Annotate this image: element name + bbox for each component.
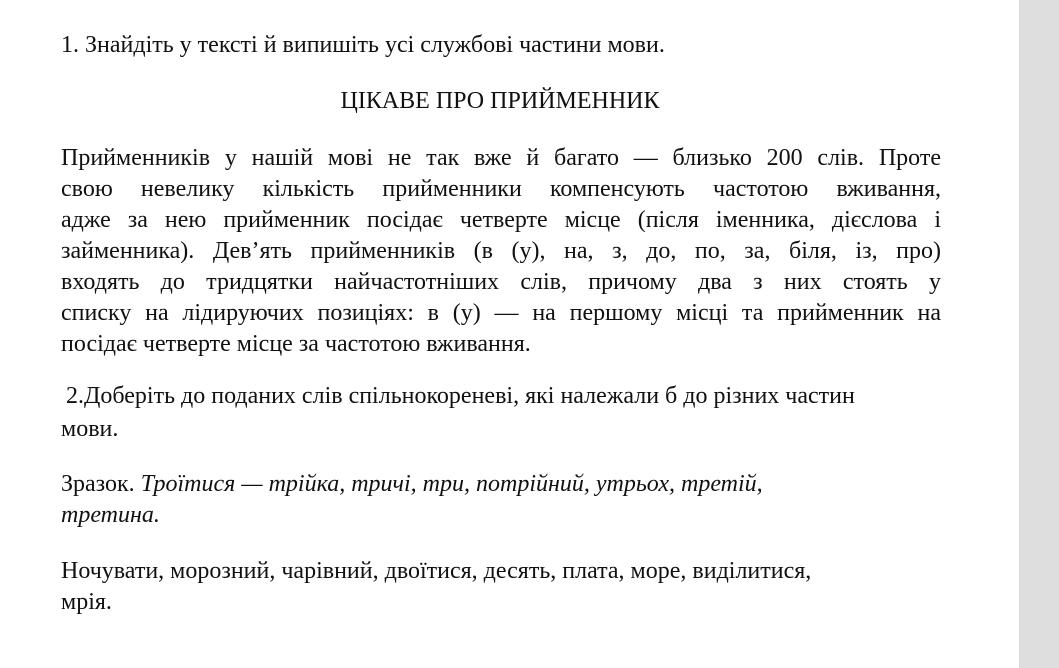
example-line — [61, 469, 763, 500]
paragraph-line: списку на лідируючих позиціях: в (у) — на першому місці та прийменник на — [61, 300, 941, 326]
task-1-instruction: 1. Знайдіть у тексті й випишіть усі службові частини мови. — [61, 32, 665, 58]
paragraph-line: посідає четверте місце за частотою вживання. — [61, 331, 531, 357]
paragraph-line: Прийменників у нашій мові не так вже й багато — близько 200 слів. Проте — [61, 145, 941, 171]
paragraph-line: входять до тридцятки найчастотніших слів, причому два з них стоять у — [61, 269, 941, 295]
section-heading: ЦІКАВЕ ПРО ПРИЙМЕННИК — [340, 88, 660, 114]
scroll-gutter[interactable] — [1019, 0, 1059, 668]
paragraph-line: свою невелику кількість прийменники компенсують частотою вживання, — [61, 176, 941, 202]
task-2-instruction: 2.Доберіть до поданих слів спільнокореневі, які належали б до різних частин — [66, 383, 855, 409]
example-line-continued — [61, 500, 160, 531]
word-list: Ночувати, морозний, чарівний, двоїтися, десять, плата, море, виділитися, — [61, 558, 812, 584]
paragraph-line: займенника). Дев’ять прийменників (в (у), на, з, до, по, за, біля, із, про) — [61, 238, 941, 264]
task-2-instruction-continued: мови. — [61, 416, 119, 442]
example-label: Зразок. — [61, 471, 135, 497]
word-list-continued: мрія. — [61, 589, 112, 615]
example-words-continued: третина. — [61, 502, 160, 528]
paragraph-line: адже за нею прийменник посідає четверте місце (після іменника, дієслова і — [61, 207, 941, 233]
example-words: Троїтися — трійка, тричі, три, потрійний, утрьох, третій, — [140, 471, 763, 497]
